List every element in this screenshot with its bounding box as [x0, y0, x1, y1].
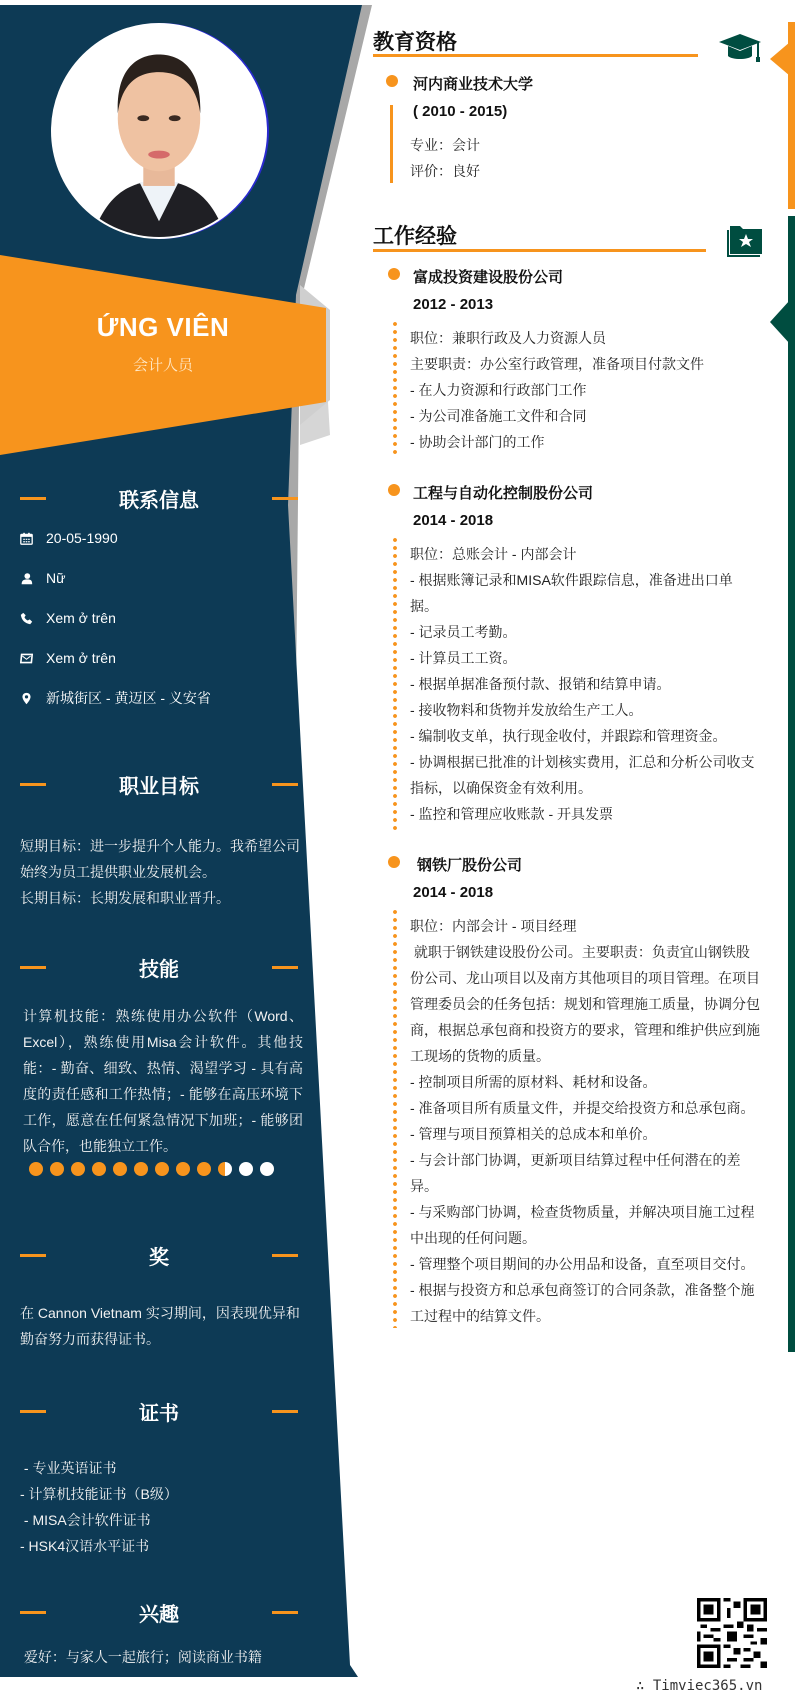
- skill-rating: [29, 1162, 274, 1176]
- job-company: 工程与自动化控制股份公司: [413, 485, 594, 502]
- job-period: 2014 - 2018: [413, 884, 494, 901]
- interests-text: 爱好：与家人一起旅行；阅读商业书籍: [20, 1649, 262, 1665]
- rating-dot-filled: [197, 1162, 211, 1176]
- contact-heading: [20, 484, 298, 514]
- job-bullet: [388, 856, 400, 868]
- rating-dot-empty: [239, 1162, 253, 1176]
- objective-text: 短期目标：进一步提升个人能力。我希望公司始终为员工提供职业发展机会。 长期目标：长期发展和职业晋升。: [20, 838, 300, 906]
- skills-heading: [20, 953, 298, 983]
- brand-watermark[interactable]: ∴ Timviec365.vn: [636, 1678, 763, 1694]
- job-period: 2012 - 2013: [413, 296, 494, 313]
- rating-dot-filled: [92, 1162, 106, 1176]
- education-details: [410, 132, 760, 184]
- folder-star-icon: [726, 224, 764, 258]
- awards-title: 奖: [149, 1247, 169, 1269]
- avatar-portrait-icon: [53, 25, 265, 237]
- experience-rule: [373, 249, 706, 252]
- certificates-list: [20, 1455, 300, 1559]
- experience-accent-pointer: [770, 300, 790, 344]
- certificate-item: - 专业英语证书: [20, 1460, 117, 1476]
- job-company: 富成投资建设股份公司: [413, 269, 564, 286]
- rating-dot-half: [218, 1162, 232, 1176]
- certificate-item: - MISA会计软件证书: [20, 1512, 151, 1528]
- heading-dash: [272, 783, 298, 786]
- heading-dash: [272, 1410, 298, 1413]
- heading-dash: [272, 497, 298, 500]
- rating-dot-filled: [71, 1162, 85, 1176]
- objective-title: 职业目标: [119, 776, 199, 798]
- contact-phone: Xem ở trên: [20, 608, 116, 628]
- job-description: 职位：总账会计 - 内部会计 - 根据账簿记录和MISA软件跟踪信息，准备进出口单据。 - 记录员工考勤。 - 计算员工工资。 - 根据单据准备预付款、报销和结算申请。 - 接收物料和货物并发放给生产工人。 - 编制收支单，执行现金收付，并跟踪和管理资金。 - 协调根据已批准的计划核实费用，汇总和分析公司收支指标，以确保资金有效利用。 - 监控和管理应收账款 - 开具发票: [410, 546, 755, 822]
- education-title: 教育资格: [373, 31, 457, 54]
- skills-title: 技能: [139, 959, 179, 981]
- certificates-title: 证书: [139, 1403, 179, 1425]
- school-name: 河内商业技术大学: [413, 76, 534, 93]
- profile-photo: [51, 23, 267, 239]
- interests-title: 兴趣: [139, 1604, 179, 1626]
- email-icon: [20, 652, 46, 665]
- awards-text: 在 Cannon Vietnam 实习期间，因表现优异和勤奋努力而获得证书。: [20, 1305, 300, 1347]
- contact-address: 新城街区 - 黄迈区 - 义安省: [20, 688, 211, 708]
- experience-title: 工作经验: [373, 225, 457, 248]
- job-timeline: [393, 536, 397, 832]
- rating-dot-filled: [29, 1162, 43, 1176]
- user-icon: [20, 572, 46, 585]
- heading-dash: [272, 1254, 298, 1257]
- graduation-cap-icon: [718, 32, 762, 64]
- awards-heading: [20, 1241, 298, 1271]
- education-major: 专业：会计: [410, 137, 480, 153]
- certificate-item: - HSK4汉语水平证书: [20, 1538, 150, 1554]
- education-period: ( 2010 - 2015): [413, 103, 508, 120]
- candidate-role: 会计人员: [132, 357, 193, 374]
- rating-dot-empty: [260, 1162, 274, 1176]
- rating-dot-filled: [155, 1162, 169, 1176]
- objective-heading: [20, 770, 298, 800]
- contact-gender: Nữ: [20, 568, 65, 588]
- rating-dot-filled: [50, 1162, 64, 1176]
- contact-birthday: 20-05-1990: [20, 528, 118, 548]
- job-description: 职位：内部会计 - 项目经理 就职于钢铁建设股份公司。主要职责：负责宜山钢铁股份公司、龙山项目以及南方其他项目的项目管理。在项目管理委员会的任务包括：规划和管理施工质量，协调分包商，根据总承包商和投资方的要求，管理和维护供应到施工现场的货物的质量。 - 控制项目所需的原材料、耗材和设备。 - 准备项目所有质量文件，并提交给投资方和总承包商。 - 管理与项目预算相关的总成本和单价。 - 与会计部门协调，更新项目结算过程中任何潜在的差异。 - 与采购部门协调，检查货物质量，并解决项目施工过程中出现的任何问题。 - 管理整个项目期间的办公用品和设备，直至项目交付。 - 根据与投资方和总承包商签订的合同条款，准备整个施工过程中的结算文件。: [410, 918, 760, 1324]
- job-bullet: [388, 484, 400, 496]
- phone-icon: [20, 612, 46, 625]
- rating-dot-filled: [134, 1162, 148, 1176]
- contact-email: Xem ở trên: [20, 648, 116, 668]
- certificates-heading: [20, 1397, 298, 1427]
- heading-dash: [272, 966, 298, 969]
- job-timeline: [393, 908, 397, 1328]
- interests-heading: [20, 1598, 298, 1628]
- rating-dot-filled: [176, 1162, 190, 1176]
- education-accent-pointer: [770, 42, 790, 76]
- education-timeline: [390, 105, 393, 183]
- job-period: 2014 - 2018: [413, 512, 494, 529]
- certificate-item: - 计算机技能证书（B级）: [20, 1486, 178, 1502]
- job-company: 钢铁厂股份公司: [417, 857, 523, 874]
- education-bullet: [386, 75, 398, 87]
- education-grade: 评价：良好: [410, 163, 480, 179]
- candidate-name: ỨNG VIÊN: [96, 312, 230, 342]
- education-rule: [373, 54, 698, 57]
- calendar-icon: [20, 532, 46, 545]
- rating-dot-filled: [113, 1162, 127, 1176]
- job-timeline: [393, 320, 397, 454]
- experience-accent-bar: [788, 216, 795, 1352]
- heading-dash: [272, 1611, 298, 1614]
- location-pin-icon: [20, 692, 46, 705]
- qr-code[interactable]: [697, 1598, 767, 1668]
- skills-text: 计算机技能：熟练使用办公软件（Word、Excel），熟练使用Misa会计软件。其他技能：- 勤奋、细致、热情、渴望学习 - 具有高度的责任感和工作热情；- 能够在高压环境下工作，愿意在任何紧急情况下加班；- 能够团队合作，也能独立工作。: [23, 1008, 303, 1154]
- job-bullet: [388, 268, 400, 280]
- job-description: 职位：兼职行政及人力资源人员 主要职责：办公室行政管理，准备项目付款文件 - 在人力资源和行政部门工作 - 为公司准备施工文件和合同 - 协助会计部门的工作: [410, 330, 704, 450]
- contact-title: 联系信息: [119, 490, 199, 512]
